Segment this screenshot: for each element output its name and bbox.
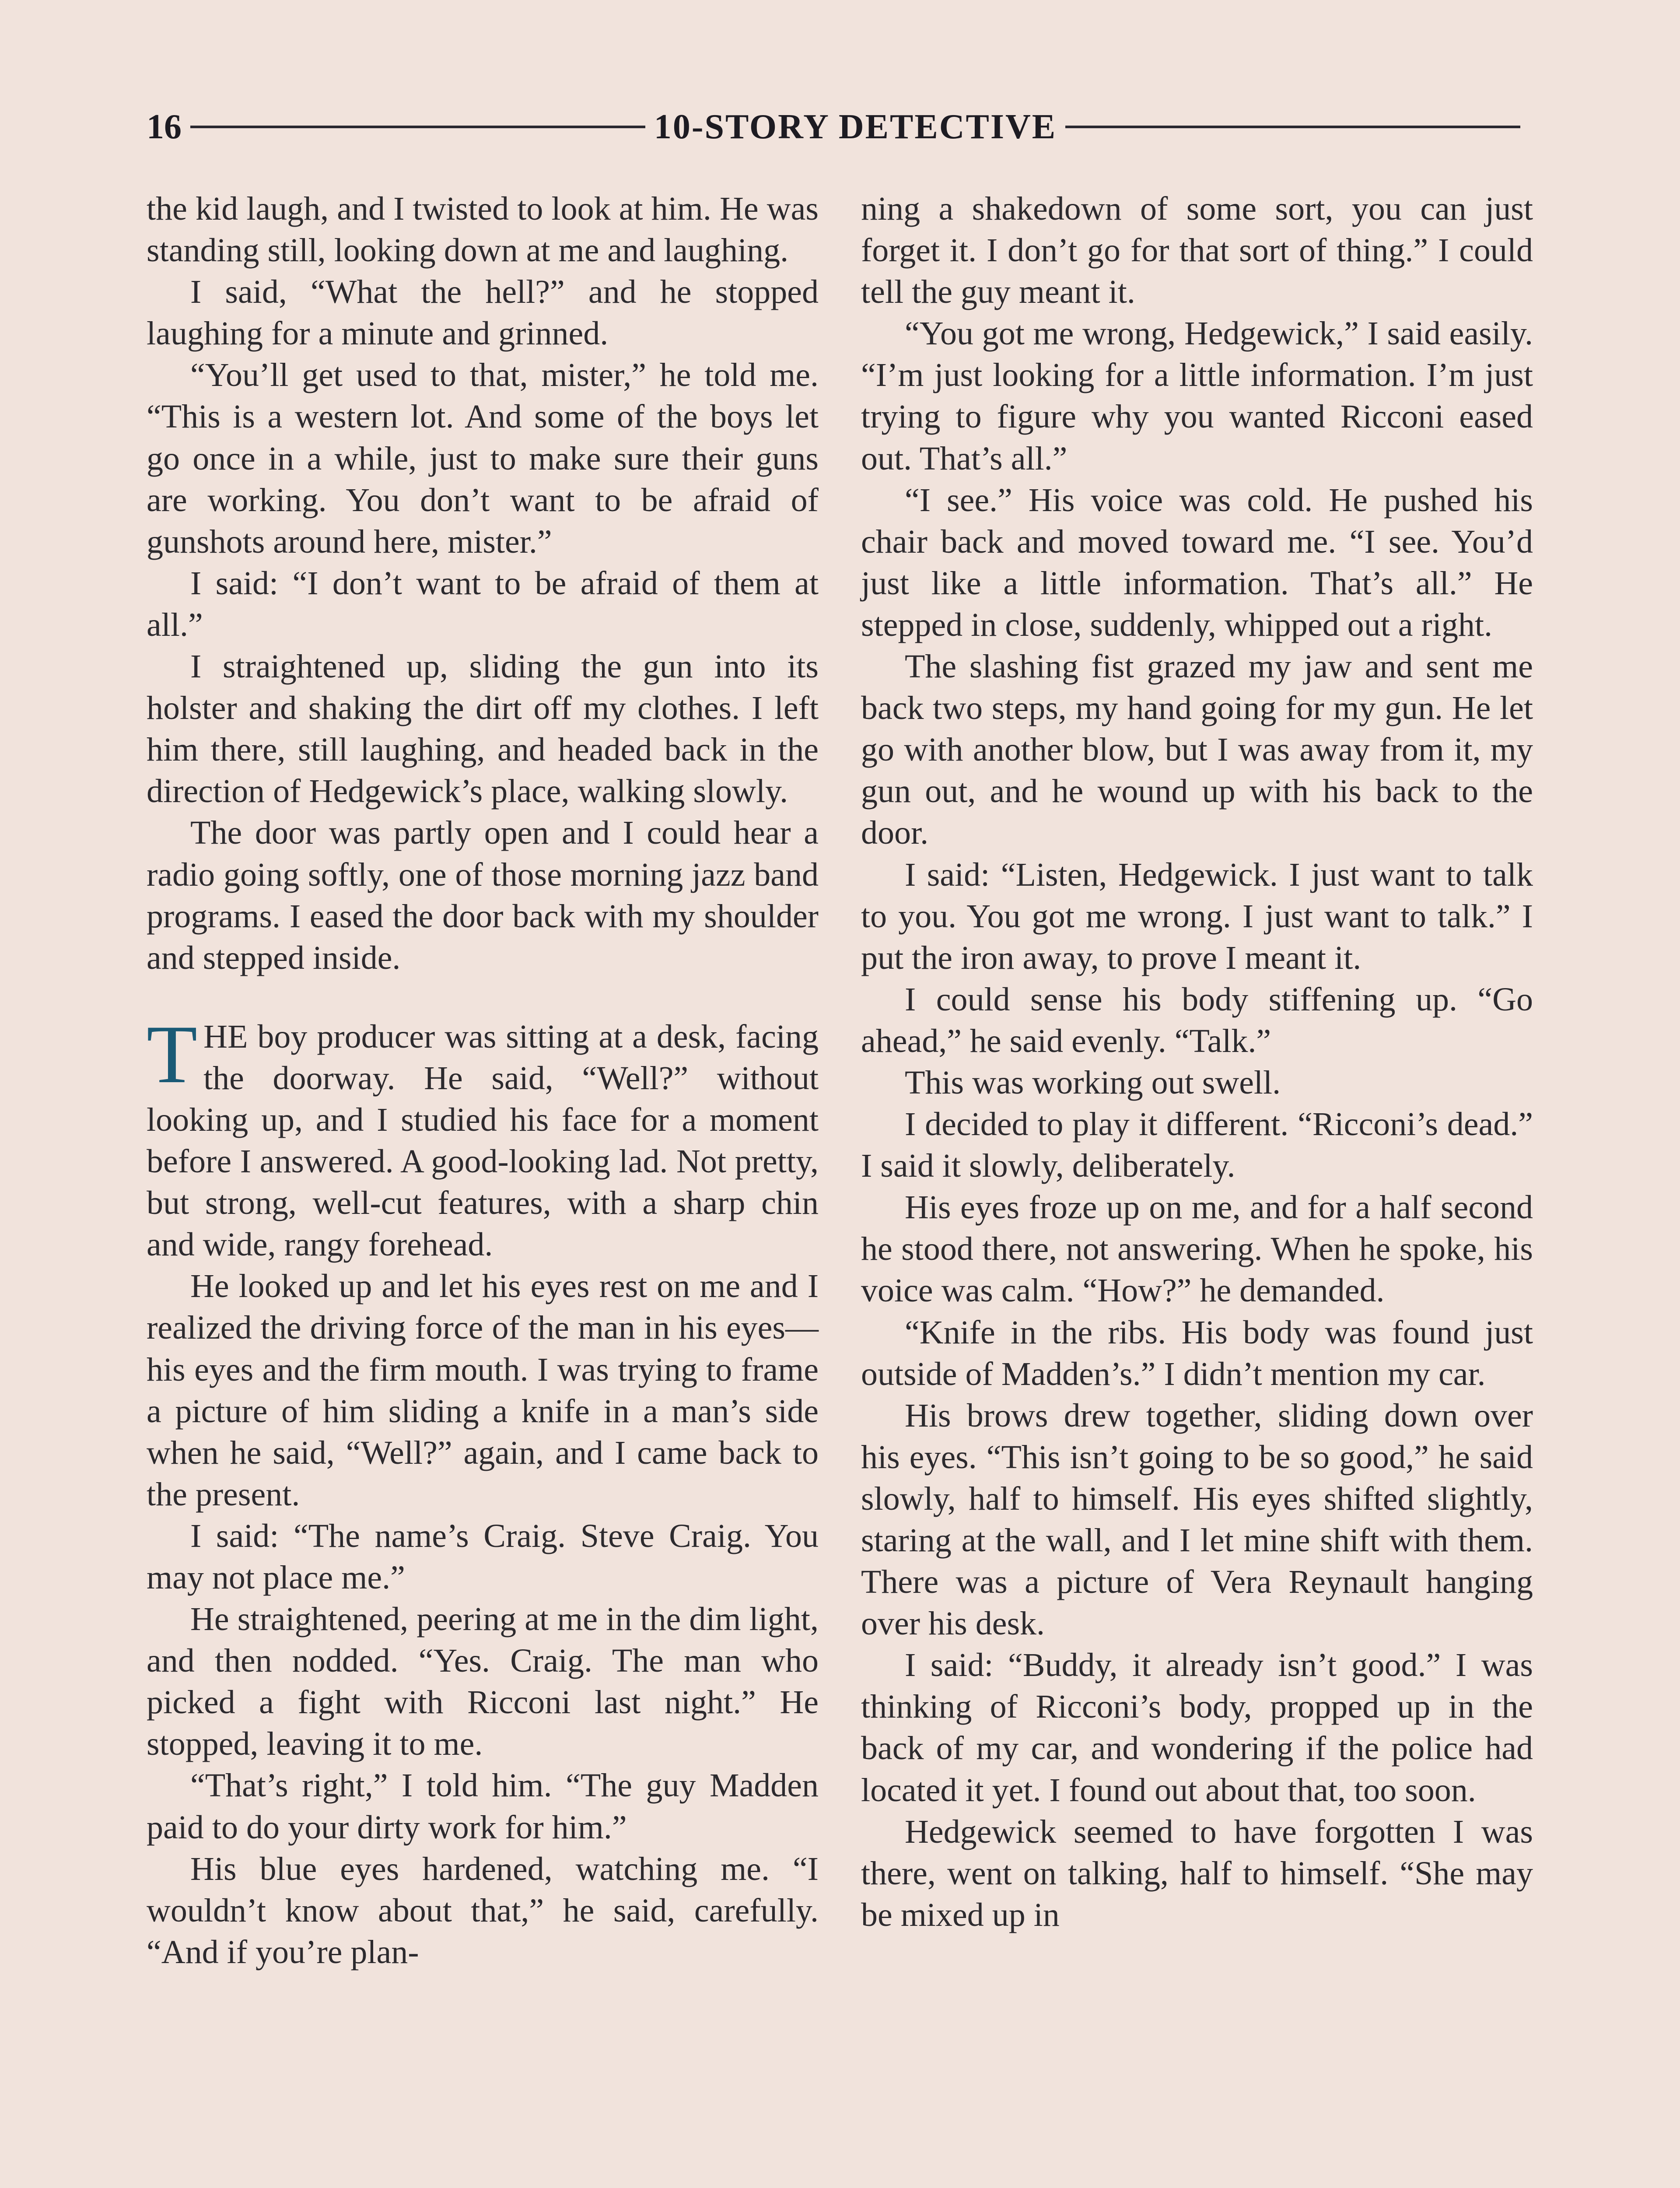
- paragraph: His brows drew together, sliding down over his eyes. “This isn’t going to be so good,” he said slowly, half to himself. His eyes shifted slightly, staring at the wall, and I let mine shift with them. There was a picture of Vera Reynault hanging over his desk.: [861, 1397, 1533, 1642]
- paragraph: His eyes froze up on me, and for a half second he stood there, not answering. When he spoke, his voice was calm. “How?” he demanded.: [861, 1189, 1533, 1309]
- paragraph: He looked up and let his eyes rest on me and I realized the driving force of the man in his eyes—his eyes and the firm mouth. I was trying to frame a picture of him sliding a knife in a man’s side when he said, “Well?” again, and I came back to the present.: [147, 1268, 819, 1513]
- left-column: [147, 188, 819, 2188]
- paragraph: His blue eyes hardened, watching me. “I wouldn’t know about that,” he said, carefully. “And if you’re plan-: [147, 1850, 819, 1971]
- paragraph: ning a shakedown of some sort, you can just forget it. I don’t go for that sort of thing.” I could tell the guy meant it.: [861, 190, 1533, 311]
- header-rule-right: [1065, 126, 1520, 128]
- paragraph: He straightened, peering at me in the dim light, and then nodded. “Yes. Craig. The man who picked a fight with Ricconi last night.” He stopped, leaving it to me.: [147, 1601, 819, 1763]
- paragraph: I said: “Buddy, it already isn’t good.” I was thinking of Ricconi’s body, propped up in the back of my car, and wondering if the police had located it yet. I found out about that, too soon.: [861, 1647, 1533, 1809]
- paragraph: the kid laugh, and I twisted to look at him. He was standing still, looking down at me and laughing.: [147, 190, 819, 269]
- drop-cap: T: [147, 1008, 198, 1101]
- page-number: 16: [147, 107, 182, 146]
- paragraph: I decided to play it different. “Ricconi’s dead.” I said it slowly, deliberately.: [861, 1106, 1533, 1185]
- paragraph: I straightened up, sliding the gun into its holster and shaking the dirt off my clothes. I left him there, still laughing, and headed back in the direction of Hedgewick’s place, walking slowly.: [147, 648, 819, 810]
- paragraph: I said: “The name’s Craig. Steve Craig. You may not place me.”: [147, 1517, 819, 1596]
- header-rule-left: [190, 126, 645, 128]
- paragraph: I said: “Listen, Hedgewick. I just want to talk to you. You got me wrong. I just want to talk.” I put the iron away, to prove I meant it.: [861, 856, 1533, 976]
- paragraph: This was working out swell.: [905, 1064, 1281, 1101]
- paragraph: The door was partly open and I could hear a radio going softly, one of those morning jazz band programs. I eased the door back with my shoulder and stepped inside.: [147, 814, 819, 976]
- paragraph: I said: “I don’t want to be afraid of them at all.”: [147, 565, 819, 643]
- paragraph: “You’ll get used to that, mister,” he told me. “This is a western lot. And some of the boys let go once in a while, just to make sure their guns are working. You don’t want to be afraid of gunshots around here, mister.”: [147, 357, 819, 560]
- paragraph: I could sense his body stiffening up. “Go ahead,” he said evenly. “Talk.”: [861, 981, 1533, 1059]
- paragraph: “I see.” His voice was cold. He pushed his chair back and moved toward me. “I see. You’d just like a little information. That’s all.” He stepped in close, suddenly, whipped out a right.: [861, 481, 1533, 643]
- magazine-title: 10-STORY DETECTIVE: [654, 107, 1057, 146]
- section-opening-paragraph: [147, 1008, 819, 1266]
- paragraph: Hedgewick seemed to have forgotten I was there, went on talking, half to himself. “She may be mixed up in: [861, 1813, 1533, 1933]
- paragraph: “That’s right,” I told him. “The guy Madden paid to do your dirty work for him.”: [147, 1767, 819, 1846]
- paragraph: “Knife in the ribs. His body was found just outside of Madden’s.” I didn’t mention my car.: [861, 1314, 1533, 1392]
- paragraph: “You got me wrong, Hedgewick,” I said easily. “I’m just looking for a little information. I’m just trying to figure why you wanted Ricconi eased out. That’s all.”: [861, 315, 1533, 477]
- section-opening-text: HE boy producer was sitting at a desk, facing the doorway. He said, “Well?” without looking up, and I studied his face for a moment before I answered. A good-looking lad. Not pretty, but strong, well-cut features, with a sharp chin and wide, rangy forehead.: [147, 1018, 819, 1263]
- paragraph: The slashing fist grazed my jaw and sent me back two steps, my hand going for my gun. He let go with another blow, but I was away from it, my gun out, and he wound up with his back to the door.: [861, 648, 1533, 852]
- paragraph: I said, “What the hell?” and he stopped laughing for a minute and grinned.: [147, 274, 819, 352]
- right-column: [861, 188, 1533, 2188]
- running-header: [147, 101, 1529, 153]
